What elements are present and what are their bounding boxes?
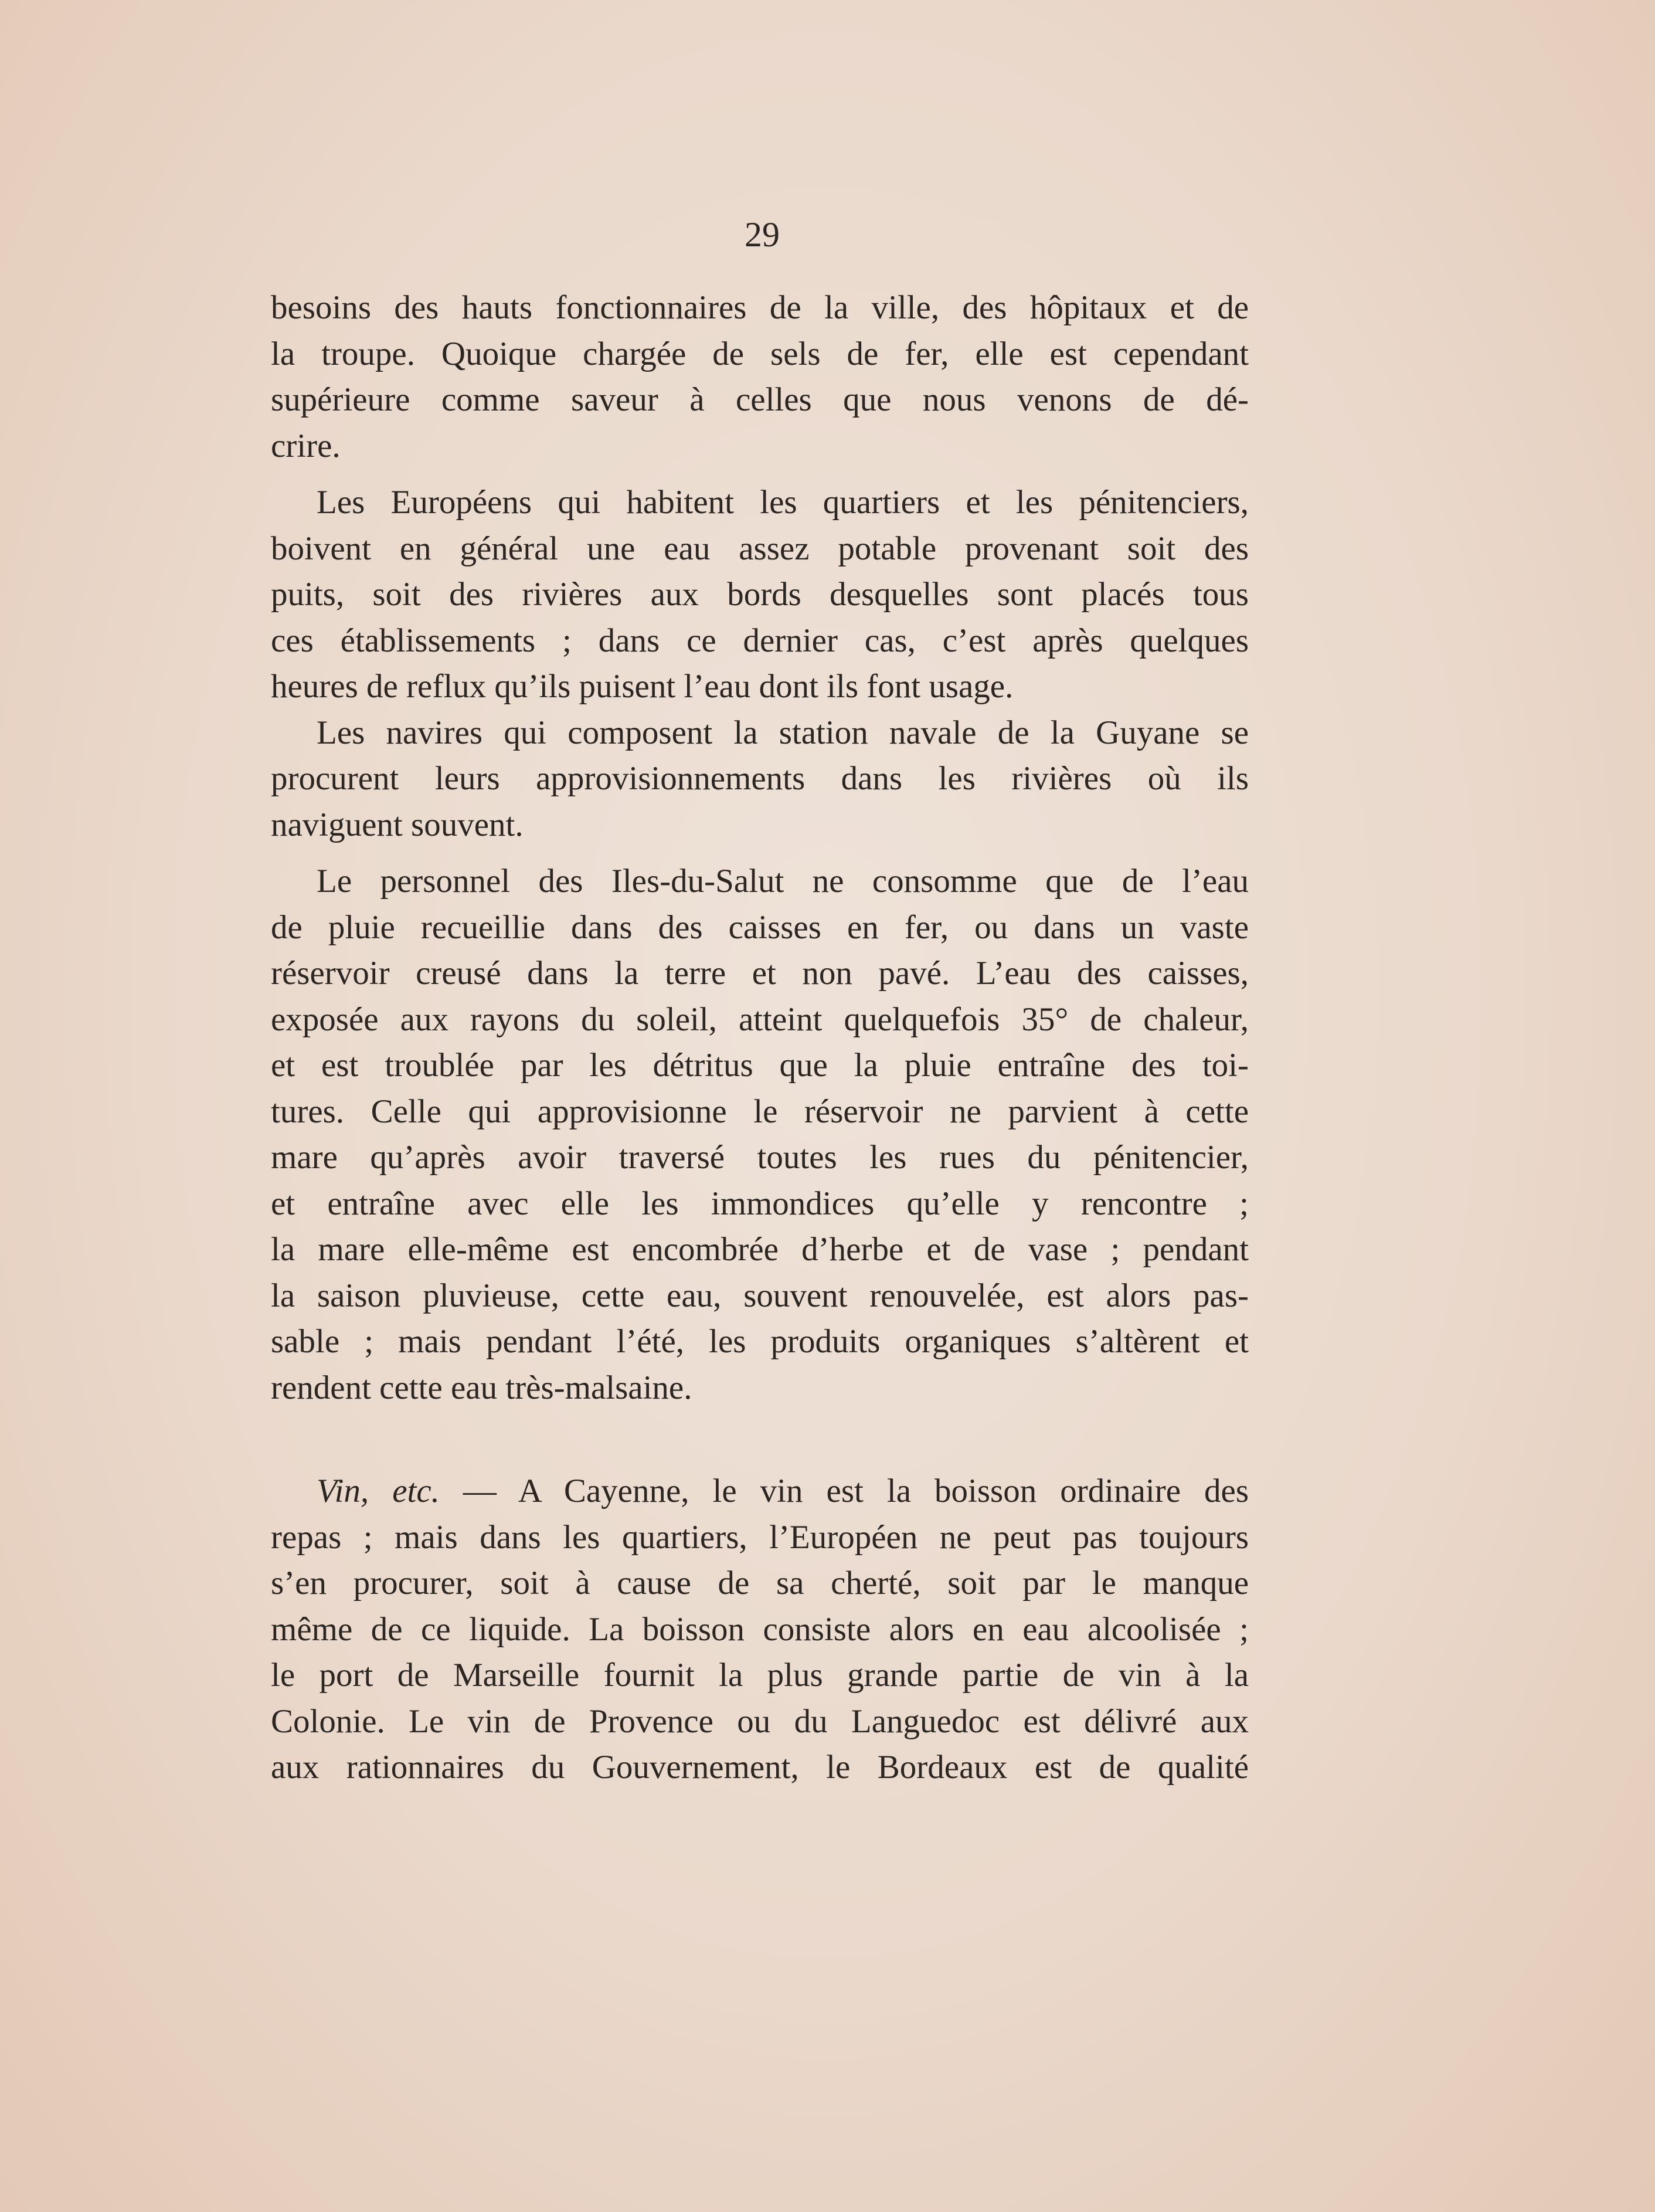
text-line: de pluie recueillie dans des caisses en fer, ou dans un vaste — [271, 908, 1249, 946]
section-first-line: — A Cayenne, le vin est la boisson ordinaire des — [439, 1473, 1249, 1509]
text-line: aux rationnaires du Gouvernement, le Bordeaux est de qualité — [271, 1749, 1249, 1786]
text-line: tures. Celle qui approvisionne le réservoir ne parvient à cette — [271, 1093, 1249, 1130]
text-line: heures de reflux qu’ils puisent l’eau dont ils font usage. — [271, 668, 1014, 705]
text-line: même de ce liquide. La boisson consiste alors en eau alcoolisée ; — [271, 1610, 1249, 1648]
text-line: Colonie. Le vin de Provence ou du Languedoc est délivré aux — [271, 1702, 1249, 1740]
text-line: puits, soit des rivières aux bords desquelles sont placés tous — [271, 576, 1249, 613]
text-line: et est troublée par les détritus que la pluie entraîne des toi- — [271, 1047, 1249, 1084]
paragraph — [271, 285, 1249, 469]
text-line: boivent en général une eau assez potable provenant soit des — [271, 530, 1249, 567]
text-line: le port de Marseille fournit la plus grande partie de vin à la — [271, 1657, 1249, 1694]
text-line: naviguent souvent. — [271, 806, 524, 843]
paragraph — [271, 859, 1249, 1411]
text-line: Le personnel des Iles-du-Salut ne consomme que de l’eau — [317, 863, 1249, 900]
text-line: réservoir creusé dans la terre et non pavé. L’eau des caisses, — [271, 955, 1249, 992]
section-heading: Vin, etc. — [317, 1473, 440, 1509]
text-line: procurent leurs approvisionnements dans les rivières où ils — [271, 760, 1249, 797]
text-line: mare qu’après avoir traversé toutes les rues du pénitencier, — [271, 1139, 1249, 1176]
paragraph — [271, 710, 1249, 849]
text-line: crire. — [271, 427, 341, 464]
text-line — [271, 1468, 1249, 1515]
text-line: repas ; mais dans les quartiers, l’Européen ne peut pas toujours — [271, 1518, 1249, 1556]
text-line: la saison pluvieuse, cette eau, souvent renouvelée, est alors pas- — [271, 1277, 1249, 1314]
text-line: supérieure comme saveur à celles que nous venons de dé- — [271, 381, 1249, 418]
paragraph — [271, 480, 1249, 710]
text-line: et entraîne avec elle les immondices qu’elle y rencontre ; — [271, 1185, 1249, 1222]
text-line: ces établissements ; dans ce dernier cas, c’est après quelques — [271, 622, 1249, 659]
text-line: la troupe. Quoique chargée de sels de fer, elle est cependant — [271, 335, 1249, 372]
text-line: Les Européens qui habitent les quartiers et les pénitenciers, — [317, 484, 1249, 521]
text-line: exposée aux rayons du soleil, atteint quelquefois 35° de chaleur, — [271, 1000, 1249, 1038]
text-line: s’en procurer, soit à cause de sa cherté, soit par le manque — [271, 1565, 1249, 1602]
body-text — [271, 285, 1249, 1791]
text-line: Les navires qui composent la station navale de la Guyane se — [317, 714, 1249, 751]
section-vin — [271, 1468, 1249, 1791]
text-line: sable ; mais pendant l’été, les produits organiques s’altèrent et — [271, 1323, 1249, 1360]
text-line: la mare elle-même est encombrée d’herbe et de vase ; pendant — [271, 1231, 1249, 1268]
text-line: rendent cette eau très-malsaine. — [271, 1369, 692, 1406]
text-line: besoins des hauts fonctionnaires de la ville, des hôpitaux et de — [271, 289, 1249, 326]
page-number: 29 — [745, 215, 780, 254]
